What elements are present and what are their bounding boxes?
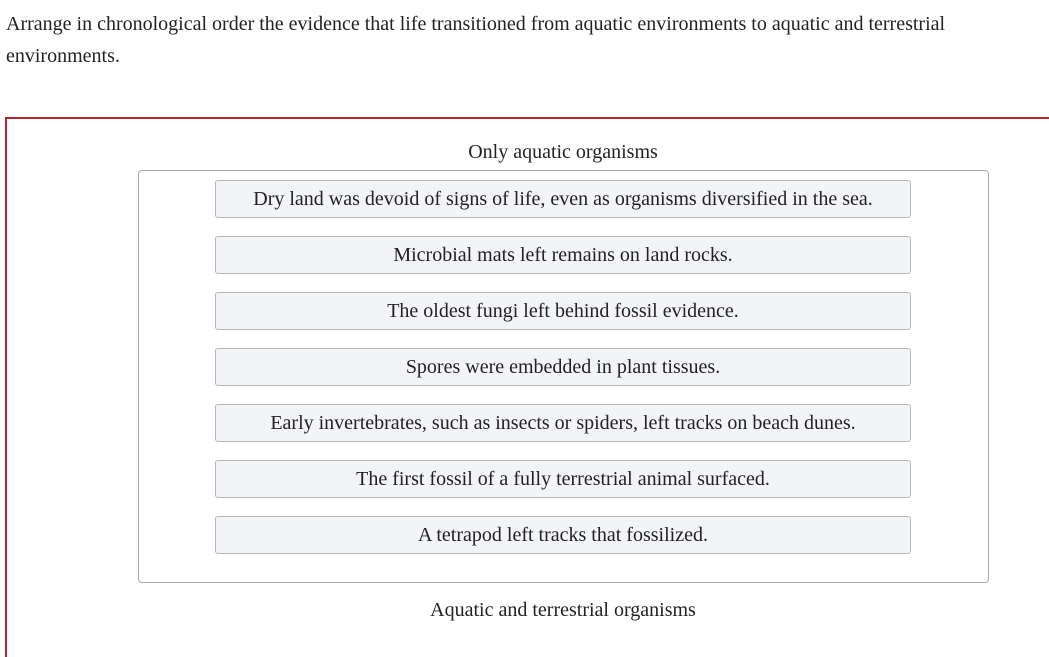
question-prompt: Arrange in chronological order the evidence that life transitioned from aquatic environments to aquatic and terrestrial environments.: [6, 13, 946, 67]
sortable-item[interactable]: Dry land was devoid of signs of life, even as organisms diversified in the sea.: [215, 180, 911, 218]
sortable-item[interactable]: A tetrapod left tracks that fossilized.: [215, 516, 911, 554]
sortable-item[interactable]: The first fossil of a fully terrestrial animal surfaced.: [215, 460, 911, 498]
sortable-list: [138, 170, 989, 583]
bottom-endpoint-label: Aquatic and terrestrial organisms: [430, 599, 696, 621]
sortable-item[interactable]: Early invertebrates, such as insects or spiders, left tracks on beach dunes.: [215, 404, 911, 442]
sortable-item[interactable]: Spores were embedded in plant tissues.: [215, 348, 911, 386]
top-endpoint-label: Only aquatic organisms: [468, 141, 658, 163]
sortable-item[interactable]: Microbial mats left remains on land rocks.: [215, 236, 911, 274]
sortable-item[interactable]: The oldest fungi left behind fossil evidence.: [215, 292, 911, 330]
